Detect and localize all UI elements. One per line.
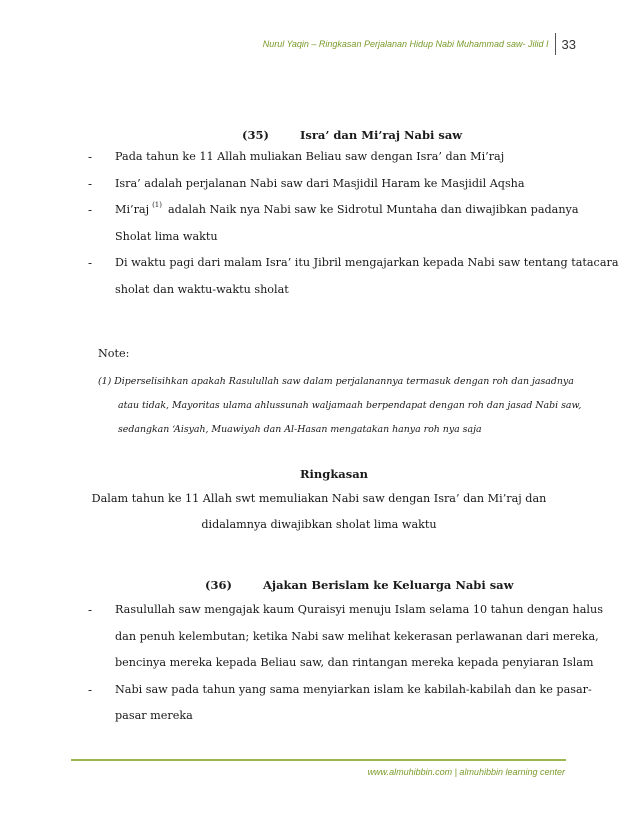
list-item-text: adalah Naik nya Nabi saw ke Sidrotul Muntaha dan diwajibkan padanya (168, 203, 579, 216)
page-header (263, 33, 576, 55)
ringkasan-line: didalamnya diwajibkan sholat lima waktu (201, 518, 437, 531)
header-title: Nurul Yaqin – Ringkasan Perjalanan Hidup Nabi Muhammad saw- Jilid I (262, 39, 549, 49)
note-line: (1) Diperselisihkan apakah Rasulullah saw dalam perjalanannya termasuk dengan roh dan jasadnya (98, 376, 574, 387)
list-item-continuation: bencinya mereka kepada Beliau saw, dan rintangan mereka kepada penyiaran Islam (115, 656, 594, 669)
note-line: sedangkan ‘Aisyah, Muawiyah dan Al-Hasan mengatakan hanya roh nya saja (118, 424, 482, 435)
list-item: Isra’ adalah perjalanan Nabi saw dari Masjidil Haram ke Masjidil Aqsha (115, 177, 525, 190)
list-item-continuation: sholat dan waktu-waktu sholat (115, 283, 289, 296)
list-item: Rasulullah saw mengajak kaum Quraisyi menuju Islam selama 10 tahun dengan halus (115, 603, 603, 616)
footer-divider (71, 759, 566, 761)
section-35-number: (35) (242, 128, 269, 142)
list-item (115, 203, 579, 216)
list-item: Di waktu pagi dari malam Isra’ itu Jibril mengajarkan kepada Nabi saw tentang tatacara (115, 256, 619, 269)
bullet: - (88, 603, 93, 617)
ringkasan-line: Dalam tahun ke 11 Allah swt memuliakan Nabi saw dengan Isra’ dan Mi’raj dan (91, 492, 547, 505)
bullet: - (88, 256, 93, 270)
section-36-number: (36) (205, 578, 232, 592)
page-number: 33 (561, 36, 576, 52)
ringkasan-title: Ringkasan (300, 467, 369, 481)
footnote-ref[interactable]: (1) (152, 201, 162, 209)
bullet: - (88, 203, 93, 217)
bullet: - (88, 683, 93, 697)
list-item: Pada tahun ke 11 Allah muliakan Beliau saw dengan Isra’ dan Mi’raj (115, 150, 505, 163)
bullet: - (88, 150, 93, 164)
header-divider (555, 33, 556, 55)
footer-link[interactable]: www.almuhibbin.com | almuhibbin learning center (367, 767, 565, 777)
section-35-title: Isra’ dan Mi’raj Nabi saw (300, 128, 463, 142)
note-line: atau tidak, Mayoritas ulama ahlussunah waljamaah berpendapat dengan roh dan jasad Nabi saw, (118, 400, 582, 411)
list-item-continuation: pasar mereka (115, 709, 193, 722)
list-item-text: Mi’raj (115, 203, 150, 216)
bullet: - (88, 177, 93, 191)
section-36-title: Ajakan Berislam ke Keluarga Nabi saw (263, 578, 514, 592)
list-item-continuation: Sholat lima waktu (115, 230, 218, 243)
note-label: Note: (98, 347, 130, 360)
list-item-continuation: dan penuh kelembutan; ketika Nabi saw melihat kekerasan perlawanan dari mereka, (115, 630, 599, 643)
list-item: Nabi saw pada tahun yang sama menyiarkan islam ke kabilah-kabilah dan ke pasar- (115, 683, 592, 696)
